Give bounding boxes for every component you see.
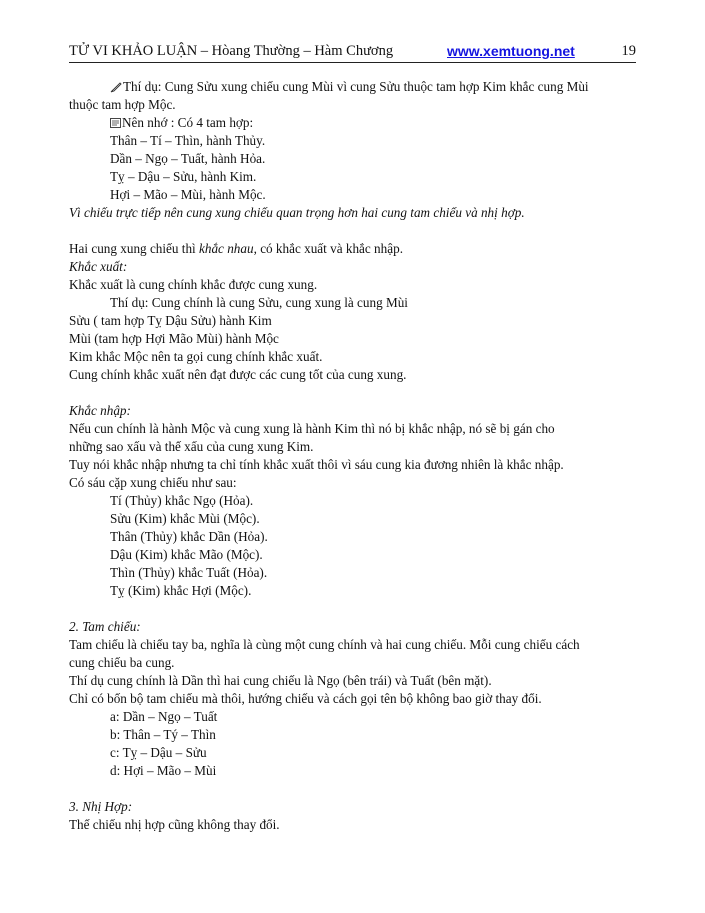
list-item: Tỵ (Kim) khắc Hợi (Mộc). xyxy=(110,583,252,598)
website-link[interactable]: www.xemtuong.net xyxy=(447,43,575,59)
text-line: Nếu cun chính là hành Mộc và cung xung là hành Kim thì nó bị khắc nhập, nó sẽ bị gán cho xyxy=(69,421,555,436)
list-item: b: Thân – Tý – Thìn xyxy=(110,727,216,742)
book-title: TỬ VI KHẢO LUẬN – Hòang Thường – Hàm Chương xyxy=(69,43,394,59)
section-heading: 3. Nhị Hợp: xyxy=(69,799,133,814)
text-line: Mùi (tam hợp Hợi Mão Mùi) hành Mộc xyxy=(69,331,279,346)
list-item: c: Tỵ – Dậu – Sửu xyxy=(110,745,207,760)
memo-icon xyxy=(110,117,121,128)
text-line: Tuy nói khắc nhập nhưng ta chỉ tính khắc xuất thôi vì sáu cung kia đương nhiên là khắc nhập. xyxy=(69,457,564,472)
text-line: Chỉ có bốn bộ tam chiếu mà thôi, hướng chiếu và cách gọi tên bộ không bao giờ thay đổi. xyxy=(69,691,542,706)
text-line: Có sáu cặp xung chiếu như sau: xyxy=(69,475,237,490)
list-item: Hợi – Mão – Mùi, hành Mộc. xyxy=(110,187,266,202)
page-body xyxy=(69,78,635,834)
text-line: Cung chính khắc xuất nên đạt được các cung tốt của cung xung. xyxy=(69,367,407,382)
section-subheading: Khắc nhập: xyxy=(69,403,131,418)
list-item: Thân – Tí – Thìn, hành Thủy. xyxy=(110,133,266,148)
section-heading: 2. Tam chiếu: xyxy=(69,619,141,634)
text-line: Khắc xuất là cung chính khắc được cung xung. xyxy=(69,277,318,292)
text-line: cung chiếu ba cung. xyxy=(69,655,175,670)
list-item: Thìn (Thủy) khắc Tuất (Hỏa). xyxy=(110,565,268,580)
list-item: Tỵ – Dậu – Sửu, hành Kim. xyxy=(110,169,257,184)
text-line: Thí dụ cung chính là Dần thì hai cung chiếu là Ngọ (bên trái) và Tuất (bên mặt). xyxy=(69,673,492,688)
list-item: Sửu (Kim) khắc Mùi (Mộc). xyxy=(110,511,260,526)
example-line: Thí dụ: Cung Sửu xung chiếu cung Mùi vì cung Sửu thuộc tam hợp Kim khắc cung Mùi xyxy=(69,78,635,96)
text-line: Kim khắc Mộc nên ta gọi cung chính khắc xuất. xyxy=(69,349,323,364)
list-item: Thân (Thủy) khắc Dần (Hỏa). xyxy=(110,529,268,544)
text-line: thuộc tam hợp Mộc. xyxy=(69,97,176,112)
text-line: Sửu ( tam hợp Tỵ Dậu Sửu) hành Kim xyxy=(69,313,272,328)
list-item: a: Dần – Ngọ – Tuất xyxy=(110,709,218,724)
page-number: 19 xyxy=(621,43,636,59)
list-item: Dậu (Kim) khắc Mão (Mộc). xyxy=(110,547,263,562)
text-line: Thế chiếu nhị hợp cũng không thay đổi. xyxy=(69,817,280,832)
list-item: d: Hợi – Mão – Mùi xyxy=(110,763,217,778)
text-line: Tam chiếu là chiếu tay ba, nghĩa là cùng một cung chính và hai cung chiếu. Mỗi cung chiếu cách xyxy=(69,637,580,652)
text-line: Thí dụ: Cung chính là cung Sửu, cung xung là cung Mùi xyxy=(110,295,408,310)
list-item: Tí (Thủy) khắc Ngọ (Hỏa). xyxy=(110,493,254,508)
list-item: Dần – Ngọ – Tuất, hành Hỏa. xyxy=(110,151,266,166)
italic-note: Vì chiếu trực tiếp nên cung xung chiếu quan trọng hơn hai cung tam chiếu và nhị hợp. xyxy=(69,205,525,220)
pencil-icon xyxy=(110,81,122,93)
text-line: Hai cung xung chiếu thì khắc nhau, có khắc xuất và khắc nhập. xyxy=(69,241,403,256)
note-line: Nên nhớ : Có 4 tam hợp: xyxy=(69,114,635,132)
page-header xyxy=(69,40,636,63)
section-subheading: Khắc xuất: xyxy=(69,259,128,274)
text-line: những sao xấu và thế xấu của cung xung Kim. xyxy=(69,439,314,454)
